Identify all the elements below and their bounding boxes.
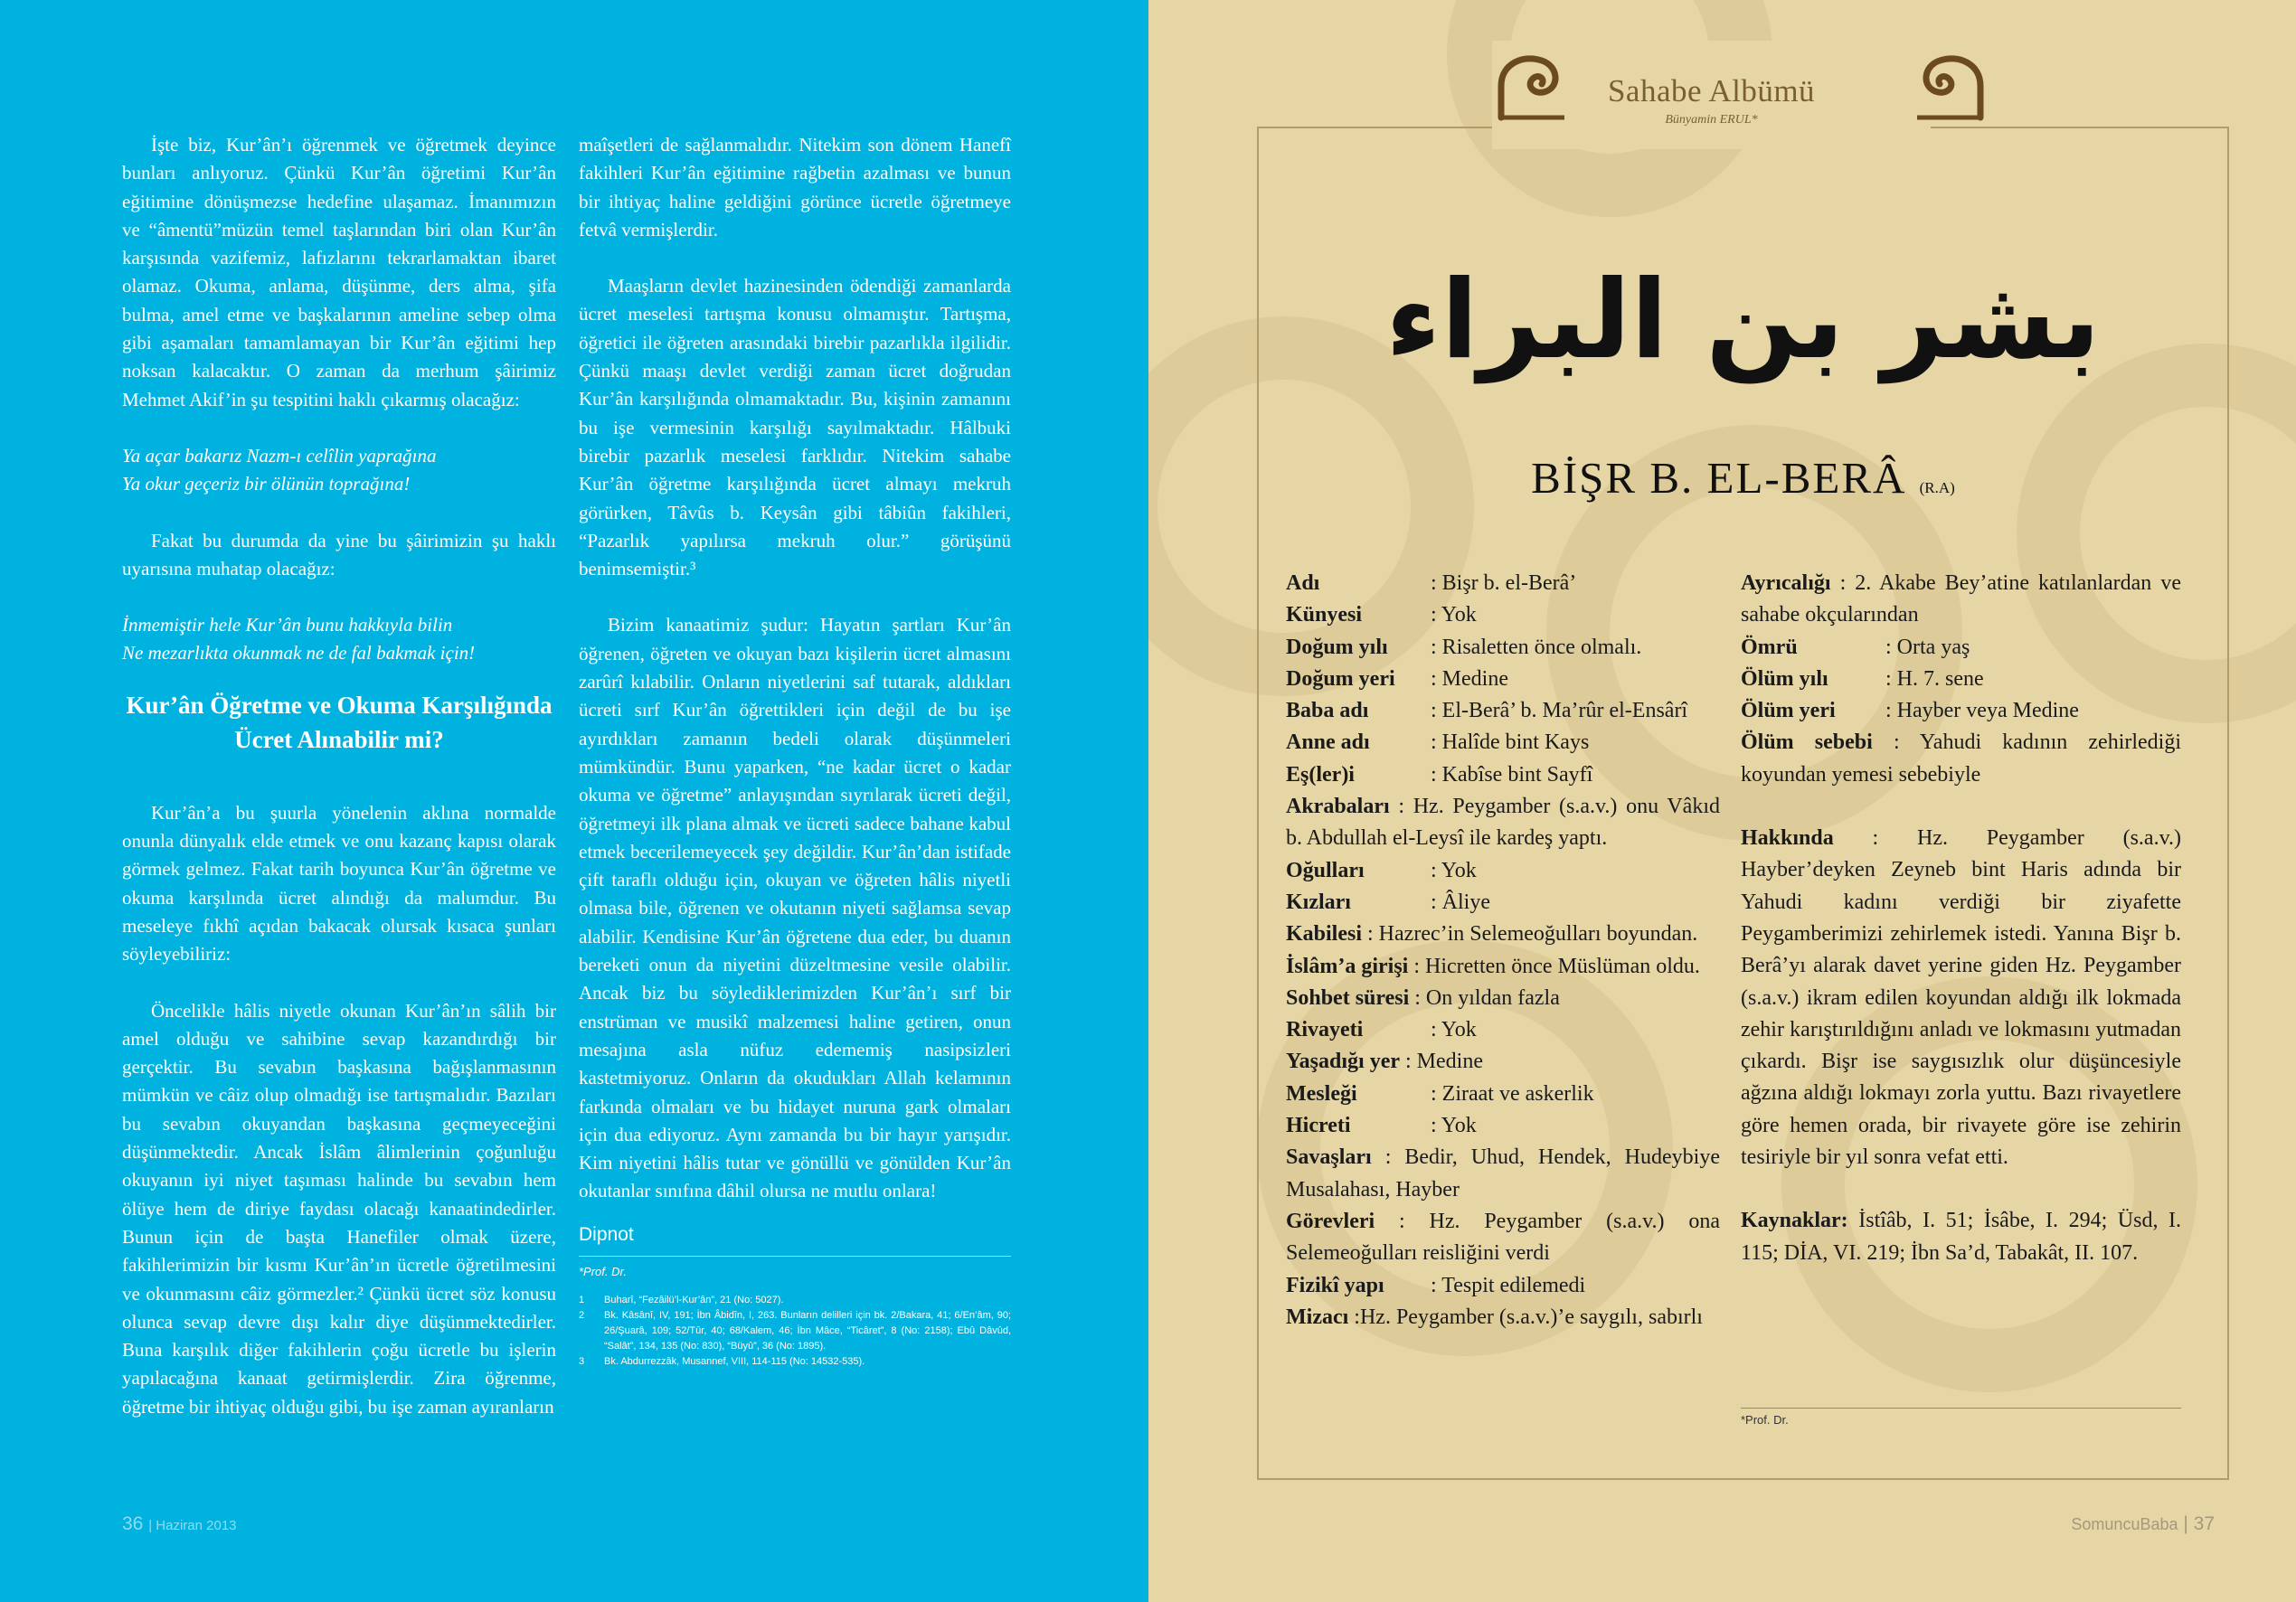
profile-field <box>1286 599 1720 631</box>
paragraph: Maaşların devlet hazinesinden ödendiği zamanlarda ücret meselesi tartışma konusu olmamıştır. Tartışma, öğretici ile öğreten arasındaki birebir pazarlıkla ilgilidir. Çünkü maaşı devlet verdiği zaman ücret doğrudan Kur’ân karşılığında olmamaktadır. Bu, kişinin zamanını bu işe vermesinin karşılığı sayılmaktadır. Hâlbuki birebir pazarlık meselesi farklıdır. Nitekim sahabe Kur’ân öğretme karşılığında ücret almayı mekruh görürken, Tâvûs b. Keysân gibi tâbiûn fakihleri, “Pazarlık yapılırsa mekruh olur.” görüşünü benimsemiştir.³ <box>579 275 1011 580</box>
field-value: : Hazrec’in Selemeoğulları boyundan. <box>1367 922 1698 947</box>
field-label: Akrabaları <box>1286 795 1390 819</box>
profile-field <box>1286 664 1720 695</box>
profile-field <box>1286 632 1720 664</box>
latin-name-title <box>1257 452 2229 504</box>
field-value: :Hz. Peygamber (s.a.v.)’e saygılı, sabırlı <box>1354 1305 1703 1329</box>
paragraph: maîşetleri de sağlanmalıdır. Nitekim son dönem Hanefî fakihleri Kur’ân eğitimine rağbetin azalması ve bunun bir ihtiyaç haline geldiğini görünce ücretle öğretmeye fetvâ vermişlerdir. <box>579 134 1011 240</box>
profile-field <box>1286 855 1720 887</box>
poem-line: Ya açar bakarız Nazm-ı celîlin yaprağına <box>122 444 437 466</box>
field-value: : On yıldan fazla <box>1414 985 1560 1010</box>
profile-field <box>1741 632 2181 664</box>
issue-date: Haziran 2013 <box>156 1518 237 1533</box>
field-label: Kızları <box>1286 890 1351 914</box>
field-value: : El-Berâ’ b. Ma’rûr el-Ensârî <box>1431 699 1688 723</box>
field-value: : Hayber veya Medine <box>1885 699 2079 723</box>
profile-field <box>1286 1014 1720 1046</box>
field-label: Doğum yeri <box>1286 666 1395 691</box>
footnote-number: 1 <box>579 1294 585 1305</box>
field-label: Oğulları <box>1286 858 1365 882</box>
field-label: Ömrü <box>1741 635 1798 659</box>
profile-field <box>1286 1302 1720 1333</box>
profile-field <box>1286 1270 1720 1302</box>
field-label: Ayrıcalığı <box>1741 571 1831 595</box>
ornament-swirl-right-icon <box>1913 50 1985 122</box>
field-value: : Yok <box>1431 603 1477 627</box>
field-value: : Hz. Peygamber (s.a.v.) onu Vâkıd b. Abdullah el-Leysî ile kardeş yaptı. <box>1286 795 1720 851</box>
magazine-name: SomuncuBaba <box>2071 1515 2178 1533</box>
field-value: : Yok <box>1431 858 1477 882</box>
field-value: : Risaletten önce olmalı. <box>1431 635 1642 659</box>
field-value: : Yahudi kadının zehirlediği koyundan yemesi sebebiyle <box>1741 730 2182 787</box>
field-label: Görevleri <box>1286 1209 1375 1233</box>
field-value: : H. 7. sene <box>1885 666 1984 691</box>
honorific: (R.A) <box>1919 479 1955 496</box>
author-note: *Prof. Dr. <box>579 1264 627 1278</box>
paragraph: İşte biz, Kur’ân’ı öğrenmek ve öğretmek deyince bunları anlıyoruz. Çünkü Kur’ân öğretimi Kur’ân eğitimine dönüşmezse hedefine ulaşamaz. İmanımızın ve “âmentü”müzün temel taşlarından biri olan Kur’ân karşısında vazifemiz, lafızlarını tekrarlamaktan ibaret olamaz. Okuma, anlama, düşünme, ders alma, şifa bulma, amel etme ve başkalarının ameline sebep olma gibi aşamaları tamamlamayan bir Kur’ân eğitimi hep noksan kalacaktır. O zaman da merhum şâirimiz Mehmet Akif’in şu tespitini haklı çıkarmış olacağız: <box>122 134 556 410</box>
field-label: Adı <box>1286 571 1320 595</box>
profile-field <box>1741 568 2181 632</box>
field-label: Savaşları <box>1286 1145 1372 1170</box>
profile-field <box>1741 727 2181 791</box>
paragraph: Öncelikle hâlis niyetle okunan Kur’ân’ın sâlih bir amel olduğu ve sahibine sevap kazandırdığı bir gerçektir. Bu sevabın başkasına bağışlanmasının mümkün ve câiz olup olmadığı ise tartışmalıdır. Bazıları bu sevabın okuyandan başkasına geçmeyeceğini düşünmektedir. Ancak İslâm âlimlerinin çoğunluğu okuyanın iyi niyet taşıması halinde bu sevabın hem ölüye hem de diriye faydası olacağı kanaatindedirler. Bunun için de başta Hanefiler olmak üzere, fakihlerimizin bir kısmı Kur’ân’ın ücretle öğretilmesini ve okunmasını câiz görmezler.² Çünkü ücret söz konusu olunca sevap devre dışı kalır diye düşünmektedirler. Buna karşılık diğer fakihlerin çoğu ücretle bu işlerin yapılacağına kanaat getirmişlerdir. Zira öğrenme, öğretme bir ihtiyaç olduğu gibi, bu işe zaman ayıranların <box>122 999 556 1418</box>
paragraph: Kur’ân’a bu şuurla yönelenin aklına normalde onunla dünyalık elde etmek ve onu kazanç kapısı olarak görmek gelmez. Fakat tarih boyunca Kur’ân öğretme ve okuma karşılında ücret alındığı da malumdur. Bu meseleye fıkhî açıdan bakacak olursak kısaca şunları söyleyebiliriz: <box>122 801 556 966</box>
field-value: : Kabîse bint Sayfî <box>1431 762 1593 787</box>
profile-field <box>1286 919 1720 950</box>
field-value: : Hz. Peygamber (s.a.v.) ona Selemeoğulları reisliğini verdi <box>1286 1209 1721 1266</box>
sources-paragraph <box>1741 1205 2181 1269</box>
field-label: Ölüm yeri <box>1741 699 1836 723</box>
latin-name: BİŞR B. EL-BERÂ <box>1531 453 1907 503</box>
profile-field <box>1286 759 1720 791</box>
section-heading: Kur’ân Öğretme ve Okuma Karşılığında Ücret Alınabilir mi? <box>126 691 553 753</box>
profile-field <box>1286 951 1720 983</box>
profile-field <box>1286 983 1720 1014</box>
profile-field <box>1286 887 1720 919</box>
field-value: : Bişr b. el-Berâ’ <box>1431 571 1577 595</box>
right-page <box>1148 0 2296 1602</box>
footnote-text: Bk. Abdurrezzâk, Musannef, VIII, 114-115 (No: 14532-535). <box>604 1355 865 1367</box>
footnote <box>579 1354 1011 1370</box>
field-label: Anne adı <box>1286 730 1370 755</box>
about-label: Hakkında <box>1741 826 1834 851</box>
profile-field <box>1286 1142 1720 1206</box>
poem-line: Ya okur geçeriz bir ölünün toprağına! <box>122 473 411 495</box>
profile-field <box>1741 664 2181 695</box>
page-number-right: 37 <box>2193 1513 2215 1534</box>
footnote-number: 2 <box>579 1309 585 1321</box>
footnote-text: Bk. Kâsânî, IV, 191; İbn Âbidîn, I, 263. Bunların delilleri için bk. 2/Bakara, 41; 6/En’âm, 90; 26/Şuarâ, 109; 52/Tûr, 40; 68/Kalem, 46; İbn Mâce, “Ticâret”, 8 (No: 2158); Ebû Dâvûd, “Salât”, 134, 135 (No: 830), “Büyû”, 36 (No: 1895). <box>604 1309 1011 1352</box>
field-value: : Yok <box>1431 1114 1477 1138</box>
field-value: : Halîde bint Kays <box>1431 730 1590 755</box>
field-label: Baba adı <box>1286 699 1369 723</box>
profile-field <box>1286 1079 1720 1110</box>
field-value: : Yok <box>1431 1018 1477 1042</box>
field-value: : 2. Akabe Bey’atine katılanlardan ve sahabe okçularından <box>1741 571 2181 627</box>
paragraph: Fakat bu durumda da yine bu şâirimizin şu haklı uyarısına muhatap olacağız: <box>122 529 556 580</box>
profile-field <box>1286 695 1720 727</box>
note-divider <box>1741 1408 2181 1409</box>
field-label: Mesleği <box>1286 1081 1357 1106</box>
field-label: Hicreti <box>1286 1114 1351 1138</box>
profile-field <box>1286 791 1720 855</box>
field-value: : Âliye <box>1431 890 1490 914</box>
sources-label: Kaynaklar: <box>1741 1209 1848 1233</box>
profile-fields-2 <box>1741 568 2181 791</box>
field-label: Fizikî yapı <box>1286 1273 1384 1297</box>
profile-field <box>1286 727 1720 759</box>
footnote <box>579 1308 1011 1354</box>
field-value: : Orta yaş <box>1885 635 1970 659</box>
author-note-right: *Prof. Dr. <box>1741 1413 1789 1427</box>
profile-field <box>1286 1046 1720 1078</box>
field-label: Kabilesi <box>1286 922 1363 947</box>
sources-text: İstîâb, I. 51; İsâbe, I. 294; Üsd, I. 115; DİA, VI. 219; İbn Sa’d, Tabakât, II. 107. <box>1741 1209 2181 1265</box>
footnote-text: Buharî, “Fezâilü’l-Kur’ân”, 21 (No: 5027). <box>604 1294 784 1305</box>
field-label: İslâm’a girişi <box>1286 954 1409 978</box>
field-label: Yaşadığı yer <box>1286 1050 1400 1074</box>
footnote-number: 3 <box>579 1355 585 1367</box>
field-label: Mizacı <box>1286 1305 1349 1329</box>
about-text: : Hz. Peygamber (s.a.v.) Hayber’deyken Zeyneb bint Haris adında bir Yahudi kadını verdiği bir ziyafette Peygamberimizi zehirlemek istedi. Yanına Bişr b. Berâ’yı alarak davet yerine giden Hz. Peygamber (s.a.v.) ikram edilen koyundan aldığı ilk lokmada zehir karıştırıldığını anladı ve lokmasını yutmadan çıkardı. Bişr ise saygısızlık olur düşüncesiyle ağzına aldığı lokmayı zorla yuttu. Bazı rivayetlere göre hemen orada, bir rivayete göre ise zehirin tesiriyle bir yıl sonra vefat etti. <box>1741 826 2181 1170</box>
field-label: Künyesi <box>1286 603 1363 627</box>
page-number-left: 36 <box>122 1513 144 1534</box>
section-title: Sahabe Albümü <box>1607 73 1816 108</box>
field-label: Rivayeti <box>1286 1018 1364 1042</box>
field-value: : Hicretten önce Müslüman oldu. <box>1413 954 1700 978</box>
arabic-name-title: بشر بن البراء <box>1385 258 2101 383</box>
profile-column-1 <box>1286 568 1720 1333</box>
right-footer: SomuncuBaba | 37 <box>2071 1513 2215 1534</box>
article-column-2 <box>579 131 1011 1370</box>
profile-field <box>1286 1110 1720 1142</box>
author-name: Bünyamin ERUL* <box>1665 113 1758 127</box>
profile-field <box>1286 1206 1720 1270</box>
field-value: : Medine <box>1431 666 1508 691</box>
field-value: : Medine <box>1405 1050 1483 1074</box>
field-label: Ölüm sebebi <box>1741 730 1873 755</box>
field-label: Ölüm yılı <box>1741 666 1828 691</box>
profile-field <box>1286 568 1720 599</box>
poem <box>122 442 556 499</box>
field-label: Doğum yılı <box>1286 635 1388 659</box>
article-column-1 <box>122 131 556 1421</box>
poem-line: İnmemiştir hele Kur’ân bunu hakkıyla bilin <box>122 614 453 636</box>
footnotes-title: Dipnot <box>579 1220 1011 1257</box>
about-paragraph <box>1741 823 2181 1173</box>
footnotes-list <box>579 1293 1011 1370</box>
field-value: : Ziraat ve askerlik <box>1431 1081 1594 1106</box>
field-value: : Bedir, Uhud, Hendek, Hudeybiye Musalahası, Hayber <box>1286 1145 1720 1202</box>
paragraph: Bizim kanaatimiz şudur: Hayatın şartları Kur’ân öğrenen, öğreten ve okuyan bazı kişilerin ücret almasını zarûrî kılabilir. Onların niyetlerini saf tutarak, aldıkları ücreti sırf Kur’ân öğrettikleri için değil de bu işe ayırdıkları zamanın bedeli olarak düşünmeleri mümkündür. Bunu yaparken, “ne kadar ücret o kadar okuma ve öğretme” anlayışından sıyrılarak ücreti değil, öğretmeyi ilk plana almak ve ücreti sadece bahane kabul etmek becerilemeyecek şey değildir. Kur’ân’dan istifade çift taraflı olduğu için, okuyan ve öğreten hâlis niyetli olmasa bile, öğrenen ve okutanın niyeti sağlamsa sevap alabilir. Kendisine Kur’ân öğretene dua eder, bu duanın bereketi onun da niyetini düzeltmesine vesile olabilir. Ancak biz bu söylediklerimizden Kur’ân’ı sırf bir enstrüman ve musikî malzemesi haline getiren, onun mesajına asla nüfuz edememiş nasipsizleri kastetmiyoruz. Onların da okudukları Allah kelamının farkında olmaları ve bu hidayet nuruna gark olmaları için dua ediyoruz. Aynı zamanda bu bir hayır yarışıdır. Kim niyetini hâlis tutar ve gönüllü ve gönülden Kur’ân okutanlar sınıfına dâhil olursa ne mutlu onlara! <box>579 614 1011 1202</box>
ornament-swirl-left-icon <box>1497 50 1569 122</box>
field-label: Sohbet süresi <box>1286 985 1410 1010</box>
poem-line: Ne mezarlıkta okunmak ne de fal bakmak için! <box>122 642 476 664</box>
field-label: Eş(ler)i <box>1286 762 1355 787</box>
field-value: : Tespit edilemedi <box>1431 1273 1586 1297</box>
footnote <box>579 1293 1011 1308</box>
poem <box>122 611 556 668</box>
profile-column-2 <box>1741 568 2181 1269</box>
article-column-2-body <box>579 131 1011 1206</box>
left-footer: 36 | Haziran 2013 <box>122 1513 237 1534</box>
profile-field <box>1741 695 2181 727</box>
